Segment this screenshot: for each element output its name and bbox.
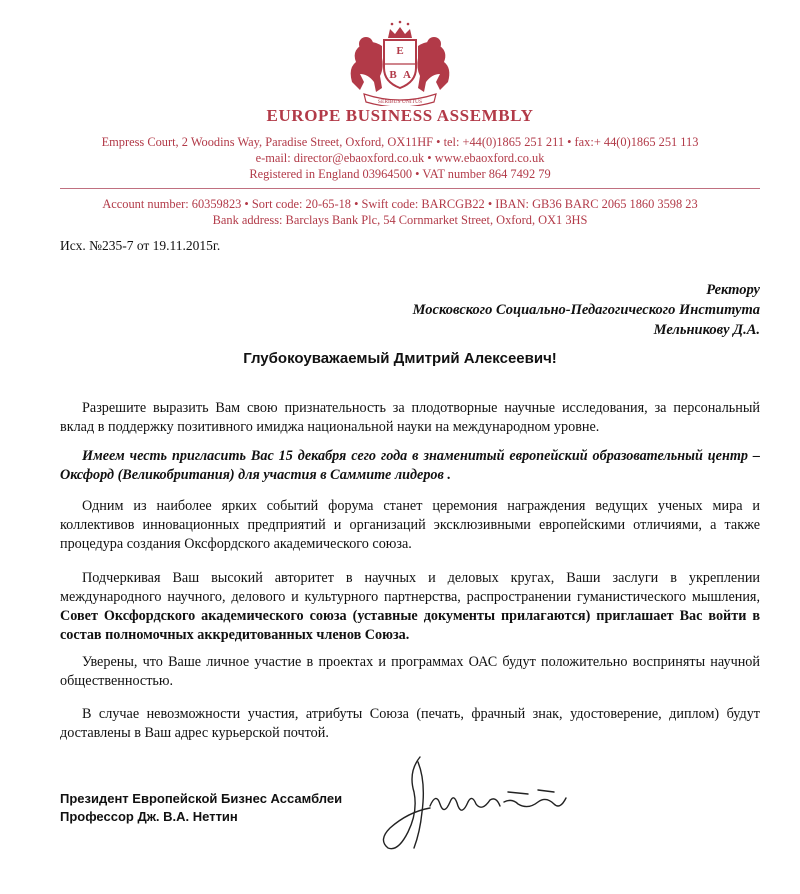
- paragraph-ceremony: Одним из наиболее ярких событий форума станет церемония награждения ведущих ученых мира и коллективов инновационных предприятий и организаций эксклюзивными европейскими отличиями, а также процедура создания Оксфордского академического союза.: [60, 498, 760, 552]
- signatory-name: Профессор Дж. В.А. Неттин: [60, 809, 238, 824]
- divider: [60, 188, 760, 189]
- organization-name: EUROPE BUSINESS ASSEMBLY: [266, 106, 534, 125]
- greeting: Глубокоуважаемый Дмитрий Алексеевич!: [243, 350, 557, 367]
- paragraph-membership-bold: Совет Оксфордского академического союза (уставные документы прилагаются) приглашает Вас войти в состав полномочных аккредитованных членов Союза.: [60, 608, 760, 643]
- bank-account-line: Account number: 60359823 • Sort code: 20-65-18 • Swift code: BARCGB22 • IBAN: GB36 BARC 2065 1860 3598 23: [102, 197, 698, 211]
- contact-line: e-mail: director@ebaoxford.co.uk • www.ebaoxford.co.uk: [255, 151, 545, 165]
- recipient-institution: Московского Социально-Педагогического Института: [412, 302, 760, 318]
- recipient-position: Ректору: [706, 282, 760, 298]
- paragraph-membership: [60, 569, 760, 645]
- eba-crest-logo: [330, 16, 470, 106]
- crest-motto: SERIBUS UNITUS: [377, 99, 423, 105]
- paragraph-delivery: В случае невозможности участия, атрибуты Союза (печать, фрачный знак, удостоверение, диплом) будут доставлены в Ваш адрес курьерской почтой.: [60, 706, 760, 741]
- recipient-name: Мельникову Д.А.: [653, 322, 760, 338]
- paragraph-invitation: Имеем честь пригласить Вас 15 декабря сего года в знаменитый европейский образовательный центр – Оксфорд (Великобритания) для участия в Саммите лидеров .: [60, 448, 760, 483]
- paragraph-gratitude: Разрешите выразить Вам свою признательность за плодотворные научные исследования, за персональный вклад в поддержку позитивного имиджа национальной науки на международном уровне.: [60, 400, 760, 435]
- outgoing-reference: Исх. №235-7 от 19.11.2015г.: [60, 238, 221, 253]
- signatory-block: [60, 790, 342, 826]
- crest-letter-a: A: [403, 69, 411, 81]
- crest-letter-b: B: [389, 69, 397, 81]
- bank-address-line: Bank address: Barclays Bank Plc, 54 Cornmarket Street, Oxford, OX1 3HS: [212, 213, 588, 227]
- registration-line: Registered in England 03964500 • VAT number 864 7492 79: [249, 167, 551, 181]
- paragraph-participation: Уверены, что Ваше личное участие в проектах и программах ОАС будут положительно восприняты научной общественностью.: [60, 654, 760, 689]
- signatory-title: Президент Европейской Бизнес Ассамблеи: [60, 791, 343, 806]
- crest-letter-e: E: [396, 45, 404, 57]
- handwritten-signature: [378, 752, 578, 862]
- paragraph-membership-text: Подчеркивая Ваш высокий авторитет в научных и деловых кругах, Ваши заслуги в укреплении международного научного, делового и культурного партнерства, распространении гуманистического мышления,: [60, 570, 760, 605]
- address-line: Empress Court, 2 Woodins Way, Paradise Street, Oxford, OX11HF • tel: +44(0)1865 251 211 • fax:+ 44(0)1865 251 113: [101, 135, 699, 149]
- recipient-block: [413, 280, 760, 340]
